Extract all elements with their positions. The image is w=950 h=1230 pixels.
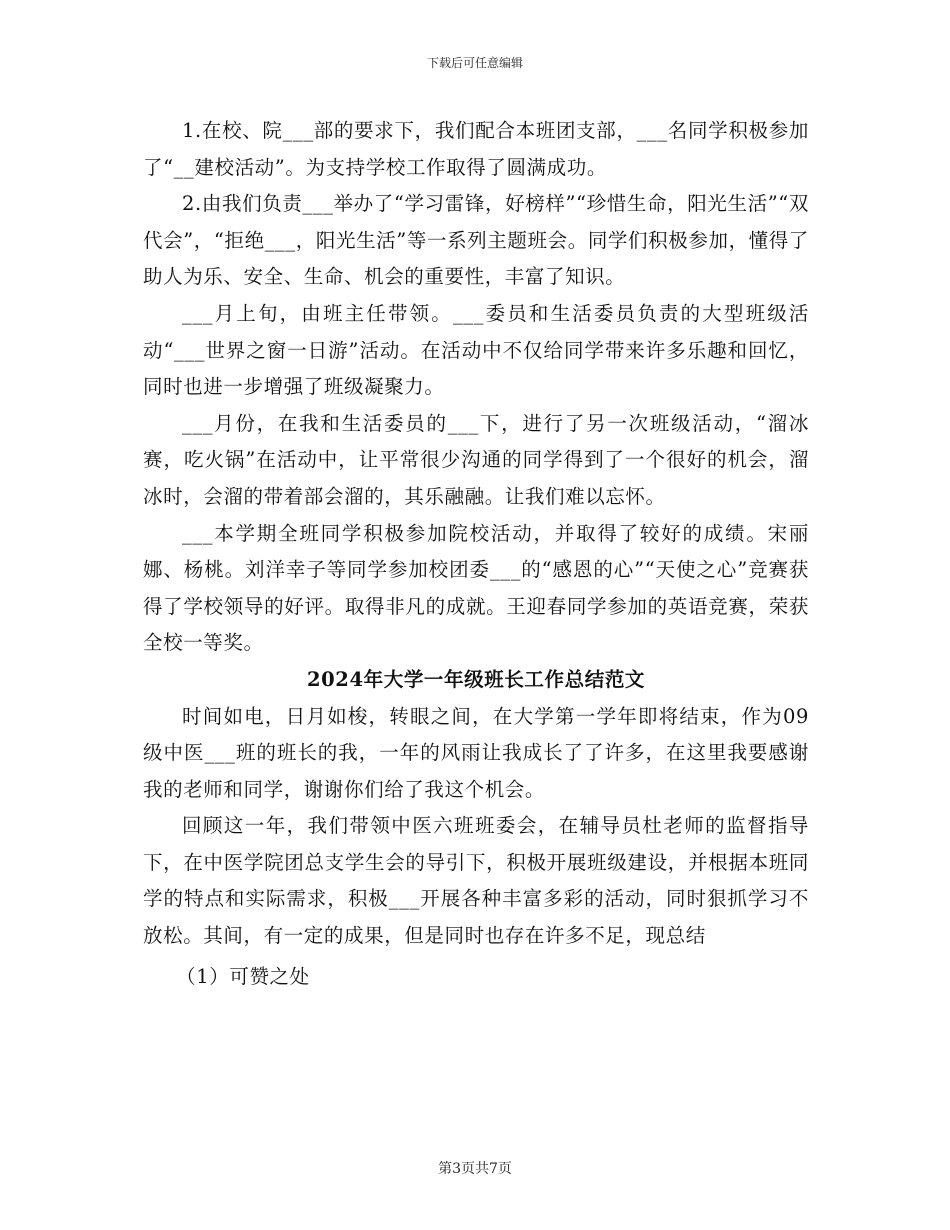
section-subheading: （1）可赞之处 bbox=[176, 964, 310, 988]
page-number: 第3页共7页 bbox=[438, 1161, 512, 1177]
paragraph-2: 2.由我们负责___举办了“学习雷锋，好榜样”“珍惜生命，阳光生活”“双代会”，“拒绝___，阳光生活”等一系列主题班会。同学们积极参加，懂得了助人为乐、安全、生命、机会的重要性，丰富了知识。 bbox=[143, 192, 809, 289]
document-body bbox=[143, 113, 809, 995]
section-paragraph-2: 回顾这一年，我们带领中医六班班委会，在辅导员杜老师的监督指导下，在中医学院团总支学生会的导引下，积极开展班级建设，并根据本班同学的特点和实际需求，积极___开展各种丰富多彩的活动，同时狠抓学习不放松。其间，有一定的成果，但是同时也存在许多不足，现总结 bbox=[143, 814, 809, 948]
section-paragraph-1: 时间如电，日月如梭，转眼之间，在大学第一学年即将结束，作为09级中医___班的班长的我，一年的风雨让我成长了了许多，在这里我要感谢我的老师和同学，谢谢你们给了我这个机会。 bbox=[143, 704, 809, 801]
page-header-note: 下载后可任意编辑 bbox=[426, 56, 523, 70]
paragraph-4: ___月份，在我和生活委员的___下，进行了另一次班级活动，“溜冰赛，吃火锅”在活动中，让平常很少沟通的同学得到了一个很好的机会，溜冰时，会溜的带着部会溜的，其乐融融。让我们难以忘怀。 bbox=[143, 411, 809, 508]
section-title: 2024年大学一年级班长工作总结范文 bbox=[306, 667, 646, 691]
paragraph-5: ___本学期全班同学积极参加院校活动，并取得了较好的成绩。宋丽娜、杨桃。刘洋幸子等同学参加校团委___的“感恩的心”“天使之心”竞赛获得了学校领导的好评。取得非凡的成就。王迎春同学参加的英语竞赛，荣获全校一等奖。 bbox=[143, 521, 809, 655]
paragraph-3: ___月上旬，由班主任带领。___委员和生活委员负责的大型班级活动“___世界之窗一日游”活动。在活动中不仅给同学带来许多乐趣和回忆，同时也进一步增强了班级凝聚力。 bbox=[143, 301, 809, 399]
paragraph-1: 1.在校、院___部的要求下，我们配合本班团支部，___名同学积极参加了“__建校活动”。为支持学校工作取得了圆满成功。 bbox=[143, 119, 809, 179]
